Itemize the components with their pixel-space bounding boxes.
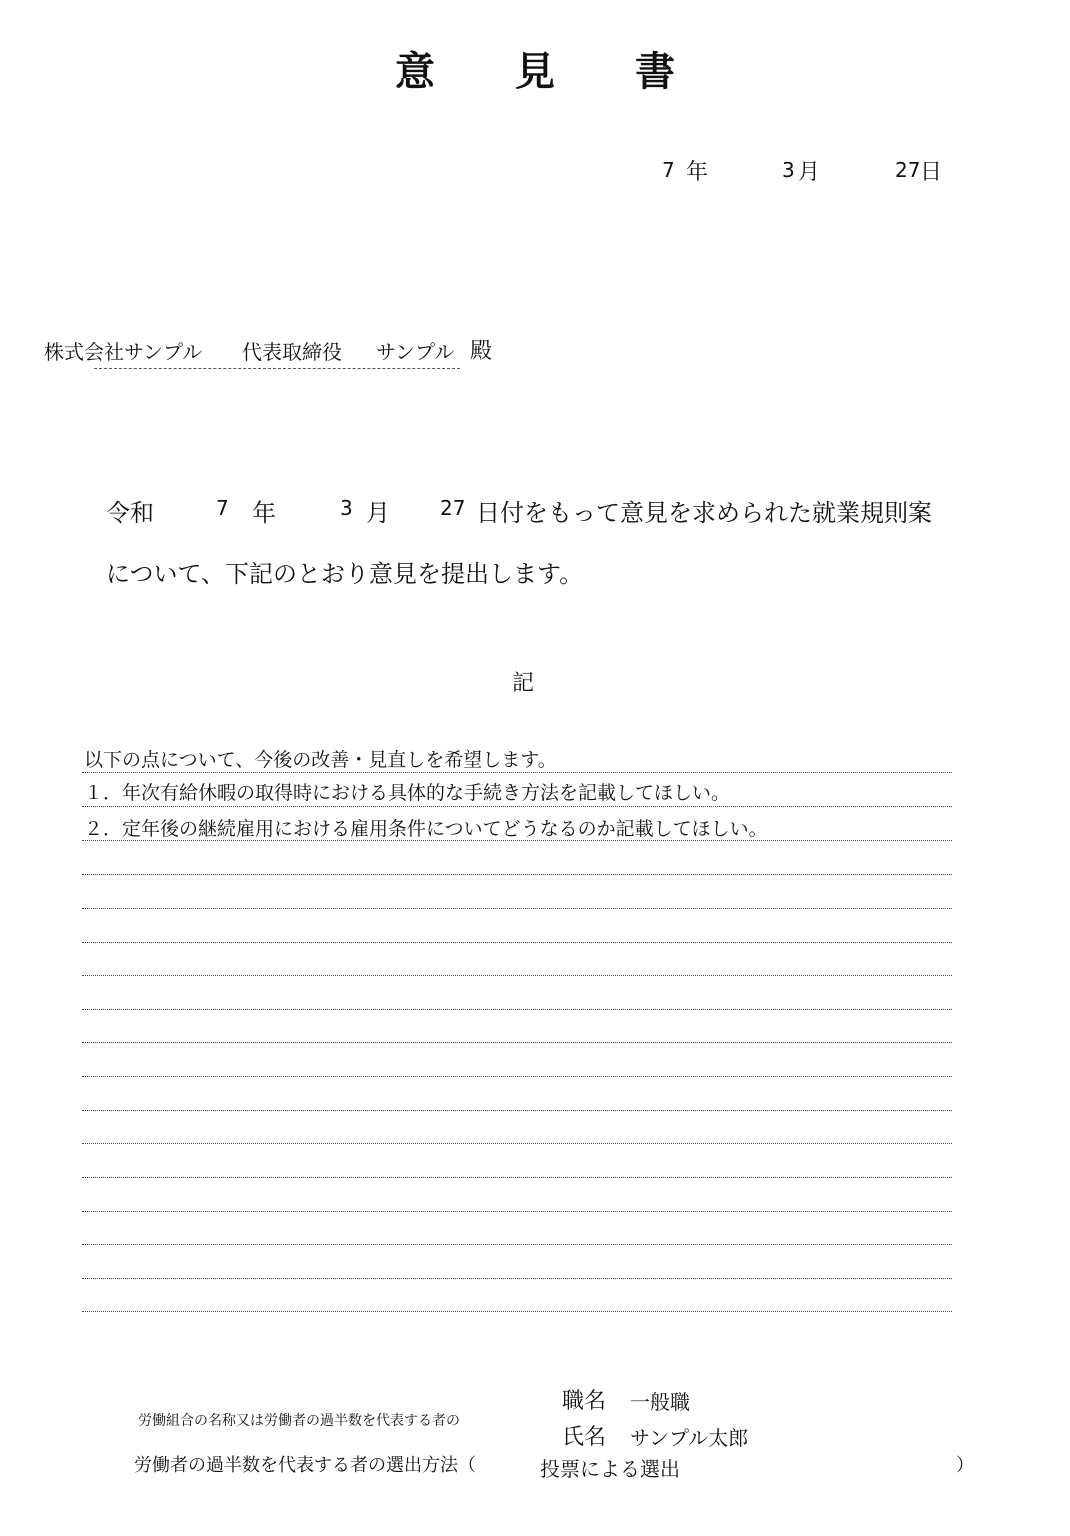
date-year: 7 [662,158,675,182]
opinion-line-1: １．年次有給休暇の取得時における具体的な手続き方法を記載してほしい。 [84,782,731,804]
date-day-unit: 日 [920,160,943,185]
name-value: サンプル太郎 [630,1426,749,1450]
opinion-line-2: ２．定年後の継続雇用における雇用条件についてどうなるのか記載してほしい。 [84,818,768,840]
ruled-line [82,806,952,807]
date-month: 3 [782,158,795,182]
ruled-line [82,908,952,909]
ruled-line [82,874,952,875]
job-title-label: 職名 [562,1389,607,1414]
statement-month: 3 [340,496,353,520]
title-char-1: 意 [395,48,435,95]
statement-year: 7 [216,496,229,520]
date-day: 27 [895,158,921,182]
addressee-honorific: 殿 [470,339,493,364]
election-method-value: 投票による選出 [540,1457,680,1481]
statement-day: 27 [440,496,466,520]
ruled-line [82,1177,952,1178]
ruled-line [82,1311,952,1312]
election-method-label: 労働者の過半数を代表する者の選出方法（ [134,1455,476,1476]
ruled-line [82,840,952,841]
ruled-line [82,772,952,773]
statement-year-unit: 年 [252,499,276,527]
name-label: 氏名 [562,1425,607,1450]
ruled-line [82,975,952,976]
statement-month-unit: 月 [366,499,390,527]
ruled-line [82,1211,952,1212]
addressee-position: 代表取締役 [242,340,342,364]
election-method-close: ） [956,1455,974,1476]
addressee-company: 株式会社サンプル [44,340,203,364]
ruled-line [82,1143,952,1144]
ruled-line [82,1110,952,1111]
ruled-line [82,942,952,943]
statement-line2: について、下記のとおり意見を提出します。 [106,560,584,588]
ki-heading: 記 [512,671,535,696]
statement-era: 令和 [106,499,154,527]
job-title-value: 一般職 [630,1390,690,1414]
date-year-unit: 年 [686,160,709,185]
ruled-line [82,1278,952,1279]
title-char-2: 見 [515,48,555,95]
addressee-underline [94,368,460,369]
ruled-line [82,1009,952,1010]
statement-line1-rest: 日付をもって意見を求められた就業規則案 [476,499,932,527]
title-char-3: 書 [635,48,675,95]
ruled-line [82,1076,952,1077]
addressee-name: サンプル [376,340,455,364]
representative-label: 労働組合の名称又は労働者の過半数を代表する者の [138,1413,460,1429]
date-month-unit: 月 [798,160,821,185]
ruled-line [82,1042,952,1043]
opinion-line-intro: 以下の点について、今後の改善・見直しを希望します。 [84,749,557,771]
ruled-line [82,1244,952,1245]
document-title [0,40,1070,97]
